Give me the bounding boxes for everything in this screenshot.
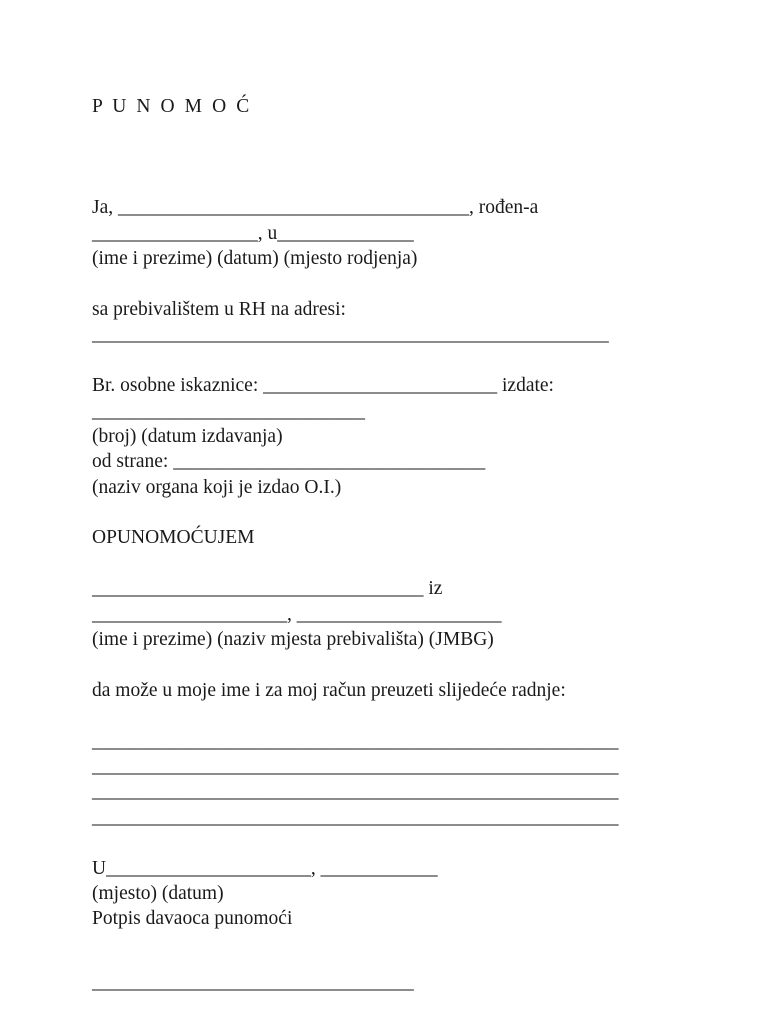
address-label: sa prebivalištem u RH na adresi: (92, 298, 346, 320)
power-of-attorney-document (92, 94, 732, 996)
authorize-heading: OPUNOMOĆUJEM (92, 527, 255, 549)
actions-blank-line: ______________________________________________________ (92, 730, 619, 752)
actions-blank-line: ______________________________________________________ (92, 806, 619, 828)
signature-label: Potpis davaoca punomoći (92, 908, 293, 930)
signature-line: _________________________________ (92, 972, 414, 994)
agent-name-line: __________________________________ iz (92, 578, 443, 600)
document-title: P U N O M O Ć (92, 96, 252, 117)
address-line: _____________________________________________________ (92, 324, 609, 346)
actions-blank-line: ______________________________________________________ (92, 781, 619, 803)
actions-blank-line: ______________________________________________________ (92, 755, 619, 777)
principal-caption: (ime i prezime) (datum) (mjesto rodjenja) (92, 248, 418, 270)
issuer-line: od strane: ________________________________ (92, 451, 486, 473)
issuer-caption: (naziv organa koji je izdao O.I.) (92, 476, 342, 498)
place-date-line: U_____________________, ____________ (92, 857, 438, 879)
id-issue-date-line: ____________________________ (92, 400, 365, 422)
agent-place-jmbg-line: ____________________, _____________________ (92, 603, 502, 625)
principal-name-line: Ja, ____________________________________, rođen-a (92, 197, 539, 219)
birth-date-place-line: _________________, u______________ (92, 222, 414, 244)
id-card-caption: (broj) (datum izdavanja) (92, 425, 283, 447)
actions-intro: da može u moje ime i za moj račun preuzeti slijedeće radnje: (92, 679, 566, 701)
id-card-line: Br. osobne iskaznice: ________________________ izdate: (92, 375, 554, 397)
place-date-caption: (mjesto) (datum) (92, 882, 224, 904)
agent-caption: (ime i prezime) (naziv mjesta prebivališta) (JMBG) (92, 629, 494, 651)
